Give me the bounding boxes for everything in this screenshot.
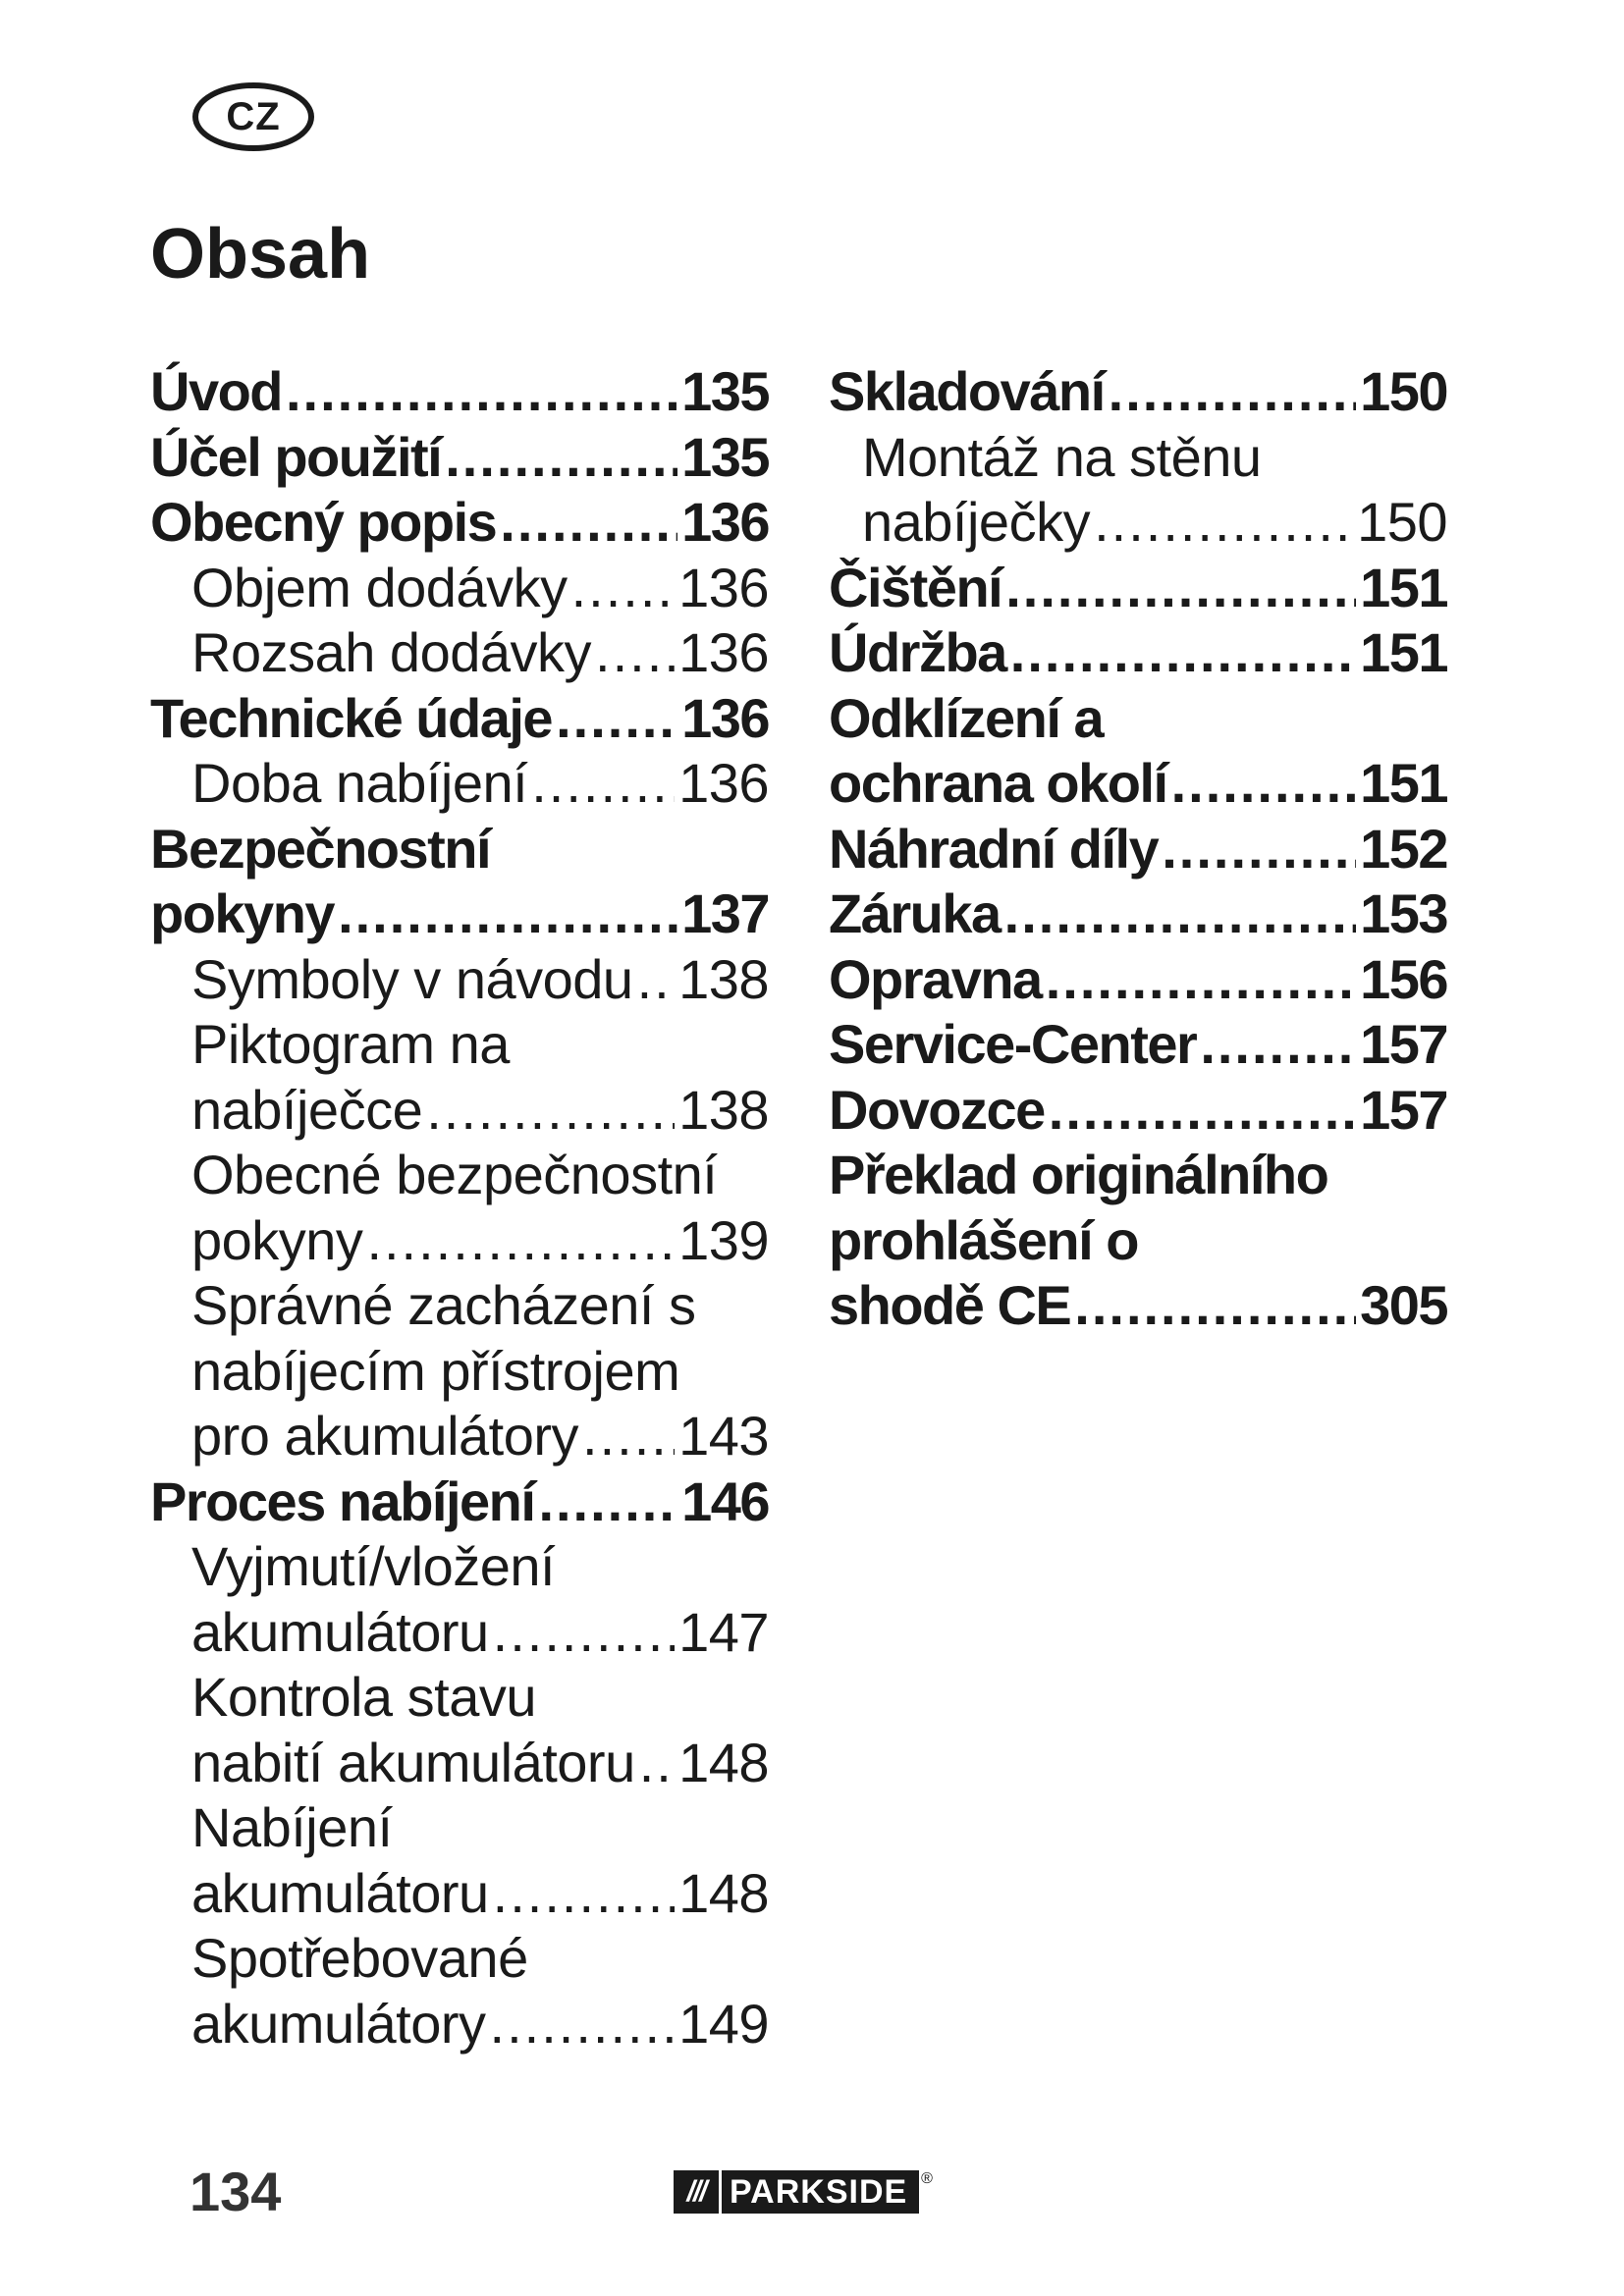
toc-entry-page: 148 (678, 1861, 769, 1924)
toc-entry-page: 135 (681, 425, 769, 488)
toc-leader-dots (1162, 817, 1356, 882)
language-badge: CZ (192, 82, 314, 151)
toc-entry-label: Montáž na stěnu (862, 425, 1262, 488)
toc-entry-page: 136 (678, 752, 769, 814)
toc-entry-label: shodě CE (829, 1274, 1071, 1336)
toc-entry-page: 136 (678, 621, 769, 683)
toc-entry-label: Bezpečnostní (150, 817, 491, 880)
toc-entry (829, 1078, 1447, 1144)
registered-mark: ® (921, 2170, 933, 2187)
toc-entry (150, 1795, 769, 1861)
toc-leader-dots (493, 1861, 675, 1927)
toc-entry-label: Vyjmutí/vložení (191, 1535, 556, 1597)
toc-entry-label: Objem dodávky (191, 556, 568, 618)
toc-leader-dots (595, 620, 675, 686)
toc-entry-label: nabíječky (862, 491, 1091, 553)
toc-entry (829, 686, 1447, 752)
toc-entry-page: 305 (1360, 1274, 1447, 1336)
toc-left-column (150, 359, 769, 2056)
page-number: 134 (189, 2161, 282, 2222)
toc-leader-dots (571, 556, 675, 621)
toc-entry (150, 1078, 769, 1144)
toc-entry (150, 1208, 769, 1274)
toc-entry-page: 143 (678, 1405, 769, 1467)
toc-leader-dots (366, 1208, 675, 1274)
toc-entry-page: 156 (1360, 947, 1447, 1010)
toc-leader-dots (338, 881, 677, 947)
toc-entry (150, 620, 769, 686)
toc-leader-dots (538, 1469, 677, 1535)
toc-entry-page: 146 (681, 1469, 769, 1532)
toc-entry (150, 751, 769, 817)
toc-entry (150, 1926, 769, 1992)
toc-entry-label: nabíjecím přístrojem (191, 1339, 680, 1402)
toc-entry (829, 751, 1447, 817)
toc-entry-label: Nabíjení (191, 1796, 393, 1858)
toc-entry-page: 138 (678, 947, 769, 1010)
toc-entry (150, 1534, 769, 1600)
toc-entry-label: Symboly v návodu (191, 947, 633, 1010)
toc-entry (150, 1339, 769, 1405)
toc-leader-dots (286, 359, 677, 425)
toc-entry-label: Obecný popis (150, 491, 497, 553)
toc-entry-label: Účel použití (150, 425, 442, 488)
toc-entry-label: Správné zacházení s (191, 1274, 696, 1336)
parkside-logo (674, 2170, 933, 2214)
toc-entry-label: Odklízení a (829, 686, 1104, 749)
toc-leader-dots (426, 1078, 675, 1144)
toc-entry-label: Obecné bezpečnostní (191, 1144, 718, 1205)
brand-stripes: /// (674, 2170, 719, 2214)
toc-entry-page: 151 (1360, 752, 1447, 814)
toc-entry-page: 149 (678, 1992, 769, 2055)
toc-entry (829, 620, 1447, 686)
toc-entry-label: Technické údaje (150, 686, 553, 749)
toc-entry-page: 152 (1360, 817, 1447, 880)
toc-entry-label: prohlášení o (829, 1208, 1138, 1271)
toc-entry (829, 817, 1447, 882)
toc-entry-label: Doba nabíjení (191, 752, 528, 814)
toc-leader-dots (1046, 947, 1356, 1013)
toc-entry (150, 1012, 769, 1078)
toc-entry-page: 151 (1360, 621, 1447, 683)
toc-entry (829, 556, 1447, 621)
toc-entry-label: pokyny (191, 1208, 363, 1271)
toc-entry-page: 136 (681, 686, 769, 749)
toc-entry-label: nabití akumulátoru (191, 1731, 635, 1793)
toc-right-column (829, 359, 1447, 1339)
toc-entry (150, 490, 769, 556)
toc-leader-dots (1074, 1273, 1356, 1339)
page-title: Obsah (150, 215, 371, 294)
toc-leader-dots (1049, 1078, 1356, 1144)
toc-entry-label: Piktogram na (191, 1013, 510, 1075)
toc-entry (150, 817, 769, 882)
toc-leader-dots (639, 1731, 675, 1796)
toc-entry-label: Dovozce (829, 1078, 1045, 1141)
toc-entry (829, 1012, 1447, 1078)
toc-entry-label: Proces nabíjení (150, 1469, 535, 1532)
toc-leader-dots (1004, 881, 1356, 947)
toc-entry (829, 490, 1447, 556)
toc-leader-dots (445, 425, 677, 491)
toc-entry (150, 1861, 769, 1927)
toc-entry-page: 148 (678, 1731, 769, 1793)
toc-entry (150, 1992, 769, 2057)
toc-entry-label: akumulátoru (191, 1600, 489, 1663)
toc-entry-label: Úvod (150, 360, 282, 422)
toc-leader-dots (493, 1600, 675, 1666)
toc-entry-page: 150 (1360, 360, 1447, 422)
toc-entry-page: 139 (678, 1208, 769, 1271)
toc-entry-label: Záruka (829, 882, 1001, 944)
toc-leader-dots (1171, 751, 1356, 817)
toc-entry (150, 1469, 769, 1535)
brand-name: PARKSIDE (722, 2170, 919, 2214)
toc-entry-page: 147 (678, 1600, 769, 1663)
toc-leader-dots (500, 490, 677, 556)
toc-entry-page: 150 (1357, 491, 1447, 553)
toc-entry-page: 157 (1360, 1013, 1447, 1075)
toc-entry-page: 151 (1360, 556, 1447, 618)
toc-entry (150, 359, 769, 425)
toc-leader-dots (1005, 556, 1356, 621)
toc-entry-page: 136 (678, 556, 769, 618)
toc-leader-dots (531, 751, 675, 817)
toc-entry-page: 157 (1360, 1078, 1447, 1141)
toc-entry (829, 359, 1447, 425)
toc-entry (829, 947, 1447, 1013)
toc-entry (150, 1273, 769, 1339)
toc-entry (829, 881, 1447, 947)
toc-entry-label: akumulátoru (191, 1861, 489, 1924)
toc-entry-label: Náhradní díly (829, 817, 1159, 880)
toc-entry (150, 425, 769, 491)
toc-entry-label: Spotřebované (191, 1927, 528, 1989)
toc-entry-label: Opravna (829, 947, 1042, 1010)
toc-entry (829, 1208, 1447, 1274)
toc-entry (150, 1731, 769, 1796)
toc-entry-page: 153 (1360, 882, 1447, 944)
toc-entry-label: Čištění (829, 556, 1002, 618)
toc-entry (150, 1404, 769, 1469)
toc-entry-label: Skladování (829, 360, 1105, 422)
toc-entry-label: Service-Center (829, 1013, 1197, 1075)
toc-entry-label: pro akumulátory (191, 1405, 579, 1467)
toc-entry-label: Údržba (829, 621, 1006, 683)
toc-entry-label: akumulátory (191, 1992, 486, 2055)
toc-entry-label: Rozsah dodávky (191, 621, 592, 683)
toc-entry (150, 686, 769, 752)
toc-leader-dots (1109, 359, 1356, 425)
toc-leader-dots (637, 947, 675, 1013)
toc-entry-page: 135 (681, 360, 769, 422)
toc-entry-label: Překlad originálního (829, 1144, 1328, 1205)
toc-entry (829, 425, 1447, 491)
toc-leader-dots (556, 686, 677, 752)
toc-leader-dots (1010, 620, 1356, 686)
toc-entry (150, 1665, 769, 1731)
toc-leader-dots (1200, 1012, 1356, 1078)
toc-entry-label: pokyny (150, 882, 335, 944)
toc-entry-page: 138 (678, 1078, 769, 1141)
toc-entry (150, 1600, 769, 1666)
toc-entry (150, 947, 769, 1013)
toc-entry-label: nabíječce (191, 1078, 423, 1141)
toc-entry (150, 556, 769, 621)
toc-entry-page: 137 (681, 882, 769, 944)
toc-entry (829, 1273, 1447, 1339)
toc-entry (150, 881, 769, 947)
toc-entry-page: 136 (681, 491, 769, 553)
toc-leader-dots (490, 1992, 676, 2057)
toc-leader-dots (582, 1404, 675, 1469)
toc-leader-dots (1094, 490, 1353, 556)
toc-entry (150, 1143, 769, 1208)
toc-entry-label: Kontrola stavu (191, 1666, 536, 1728)
toc-entry (829, 1143, 1447, 1208)
toc-entry-label: ochrana okolí (829, 752, 1167, 814)
